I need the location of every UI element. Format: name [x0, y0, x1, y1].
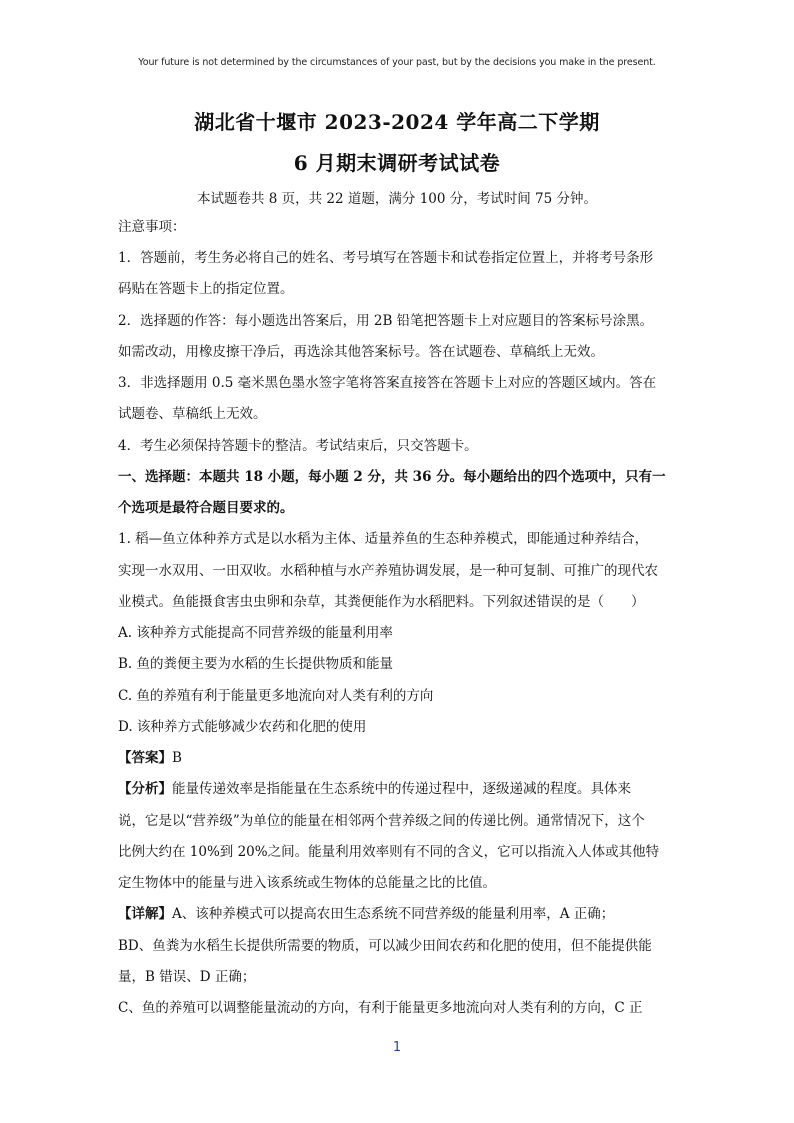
- detail-text: C、鱼的养殖可以调整能量流动的方向，有利于能量更多地流向对人类有利的方向，C 正: [118, 1000, 643, 1016]
- option-a: A. 该种养方式能提高不同营养级的能量利用率: [118, 625, 393, 641]
- analysis-text: 比例大约在 10%到 20%之间。能量利用效率则有不同的含义，它可以指流入人体或其他特: [118, 844, 660, 860]
- notice-line: 1．答题前，考生务必将自己的姓名、考号填写在答题卡和试卷指定位置上，并将考号条形: [118, 250, 654, 266]
- exam-intro: 本试题卷共 8 页，共 22 道题，满分 100 分，考试时间 75 分钟。: [196, 191, 598, 207]
- option-d: D. 该种养方式能够减少农药和化肥的使用: [118, 719, 367, 735]
- header-quote: Your future is not determined by the circumstances of your past, but by the decisions you make in the present.: [138, 57, 656, 68]
- detail-text: 量，B 错误、D 正确；: [118, 969, 256, 985]
- page-number: 1: [392, 1040, 402, 1055]
- detail-text: BD、鱼粪为水稻生长提供所需要的物质，可以减少田间农药和化肥的使用，但不能提供能: [118, 938, 652, 954]
- option-b: B. 鱼的粪便主要为水稻的生长提供物质和能量: [118, 656, 394, 672]
- notice-line: 码贴在答题卡上的指定位置。: [118, 281, 294, 297]
- notice-title: 注意事项：: [118, 219, 186, 235]
- notice-line: 2．选择题的作答：每小题选出答案后，用 2B 铅笔把答题卡上对应题目的答案标号涂黑。: [118, 313, 654, 329]
- exam-title-line1: 湖北省十堰市 2023-2024 学年高二下学期: [194, 110, 600, 134]
- analysis-line: [118, 780, 678, 798]
- notice-line: 4．考生必须保持答题卡的整洁。考试结束后，只交答题卡。: [118, 438, 478, 454]
- section-heading: 一、选择题：本题共 18 小题，每小题 2 分，共 36 分。每小题给出的四个选项中，只有一: [118, 469, 666, 485]
- notice-line: 如需改动，用橡皮擦干净后，再选涂其他答案标号。答在试题卷、草稿纸上无效。: [118, 344, 604, 360]
- section-heading: 个选项是最符合题目要求的。: [118, 500, 294, 516]
- exam-title-line2: 6 月期末调研考试试卷: [293, 151, 501, 175]
- answer-label: 【答案】: [118, 750, 172, 766]
- answer-line: [118, 749, 678, 767]
- question-stem: 1. 稻—鱼立体种养方式是以水稻为主体、适量养鱼的生态种养模式，即能通过种养结合，: [118, 531, 649, 547]
- detail-label: 【详解】: [118, 906, 172, 922]
- notice-line: 3．非选择题用 0.5 毫米黑色墨水签字笔将答案直接答在答题卡上对应的答题区域内。答在: [118, 375, 657, 391]
- notice-line: 试题卷、草稿纸上无效。: [118, 406, 267, 422]
- analysis-text: 定生物体中的能量与进入该系统或生物体的总能量之比的比值。: [118, 875, 496, 891]
- option-c: C. 鱼的养殖有利于能量更多地流向对人类有利的方向: [118, 688, 434, 704]
- analysis-text: 能量传递效率是指能量在生态系统中的传递过程中，逐级递减的程度。具体来: [172, 781, 631, 797]
- question-stem: 实现一水双用、一田双收。水稻种植与水产养殖协调发展，是一种可复制、可推广的现代农: [118, 563, 658, 579]
- question-stem: 业模式。鱼能摄食害虫虫卵和杂草，其粪便能作为水稻肥料。下列叙述错误的是（ ）: [118, 594, 645, 610]
- answer-value: B: [172, 750, 182, 766]
- analysis-text: 说，它是以“营养级”为单位的能量在相邻两个营养级之间的传递比例。通常情况下，这个: [118, 813, 645, 829]
- detail-line: [118, 905, 678, 923]
- analysis-label: 【分析】: [118, 781, 172, 797]
- detail-text: A、该种养模式可以提高农田生态系统不同营养级的能量利用率，A 正确；: [172, 906, 615, 922]
